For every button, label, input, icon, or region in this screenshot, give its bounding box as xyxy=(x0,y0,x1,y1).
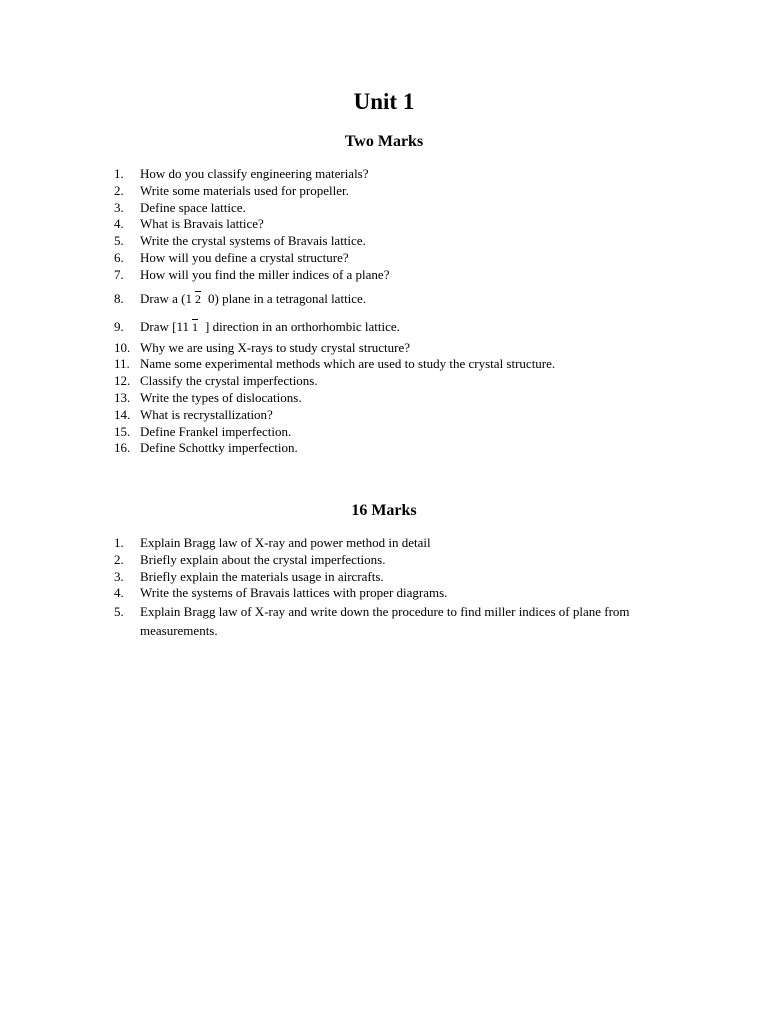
list-item xyxy=(114,440,555,457)
item-number: 15. xyxy=(114,423,131,439)
question-text: Write some materials used for propeller. xyxy=(140,182,349,198)
item-number: 3. xyxy=(114,568,124,584)
list-item xyxy=(114,585,660,602)
list-item xyxy=(114,340,555,357)
two-marks-question-list xyxy=(114,166,555,457)
item-number: 12. xyxy=(114,373,131,389)
question-text-before: Draw a (1 xyxy=(140,290,192,306)
item-number: 2. xyxy=(114,182,124,198)
list-item xyxy=(114,200,555,217)
question-text-after: 0) plane in a tetragonal lattice. xyxy=(207,290,367,306)
question-text: Briefly explain the materials usage in aircrafts. xyxy=(140,568,384,584)
list-item xyxy=(114,552,660,569)
item-number: 7. xyxy=(114,266,124,282)
question-text: Define Schottky imperfection. xyxy=(140,440,298,456)
item-number: 9. xyxy=(114,318,124,334)
item-number: 10. xyxy=(114,339,131,355)
question-text: Define space lattice. xyxy=(140,199,246,215)
list-item xyxy=(114,407,555,424)
list-item xyxy=(114,373,555,390)
item-number: 13. xyxy=(114,389,131,405)
sixteen-marks-heading: 16 Marks xyxy=(351,502,417,519)
question-text: Explain Bragg law of X-ray and power method in detail xyxy=(140,535,431,550)
question-text: Define Frankel imperfection. xyxy=(140,423,292,439)
question-text xyxy=(140,318,400,336)
list-item xyxy=(114,535,660,552)
overbar-index-glyph: 2 xyxy=(194,291,201,306)
list-item xyxy=(114,216,555,233)
question-text: Briefly explain about the crystal imperfections. xyxy=(140,551,386,567)
item-number: 4. xyxy=(114,585,124,601)
item-number: 5. xyxy=(114,604,124,620)
list-item xyxy=(114,250,555,267)
question-text: How do you classify engineering materials? xyxy=(140,166,369,181)
overbar-index-glyph: 1 xyxy=(191,319,198,334)
list-item xyxy=(114,183,555,200)
item-number: 8. xyxy=(114,290,124,306)
list-item xyxy=(114,166,555,183)
question-text-after: ] direction in an orthorhombic lattice. xyxy=(204,318,400,334)
question-text: Why we are using X-rays to study crystal structure? xyxy=(140,339,411,355)
question-text-before: Draw [11 xyxy=(140,318,189,334)
list-item xyxy=(114,424,555,441)
question-text: How will you define a crystal structure? xyxy=(140,249,349,265)
sixteen-marks-question-list xyxy=(114,535,660,640)
list-item xyxy=(114,233,555,250)
question-text: Classify the crystal imperfections. xyxy=(140,373,318,389)
item-number: 3. xyxy=(114,199,124,215)
item-number: 11. xyxy=(114,356,130,372)
item-number: 14. xyxy=(114,406,131,422)
list-item xyxy=(114,284,555,312)
page-title: Unit 1 xyxy=(353,89,415,114)
question-text: Name some experimental methods which are used to study the crystal structure. xyxy=(140,356,556,372)
item-number: 1. xyxy=(114,535,124,550)
list-item xyxy=(114,267,555,284)
list-item xyxy=(114,356,555,373)
item-number: 2. xyxy=(114,551,124,567)
question-text: Explain Bragg law of X-ray and write down the procedure to find miller indices of plane from measurements. xyxy=(140,604,630,639)
question-text: Write the systems of Bravais lattices with proper diagrams. xyxy=(140,585,448,601)
item-number: 1. xyxy=(114,166,124,181)
item-number: 16. xyxy=(114,440,131,456)
question-text: Write the types of dislocations. xyxy=(140,389,302,405)
list-item xyxy=(114,569,660,586)
two-marks-heading: Two Marks xyxy=(344,133,424,150)
question-text: How will you find the miller indices of a plane? xyxy=(140,266,390,282)
item-number: 5. xyxy=(114,233,124,249)
question-text: What is Bravais lattice? xyxy=(140,216,264,232)
list-item xyxy=(114,312,555,340)
question-text xyxy=(140,290,366,308)
item-number: 4. xyxy=(114,216,124,232)
list-item xyxy=(114,602,660,640)
item-number: 6. xyxy=(114,249,124,265)
question-text: Write the crystal systems of Bravais lattice. xyxy=(140,233,366,249)
question-text: What is recrystallization? xyxy=(140,406,273,422)
list-item xyxy=(114,390,555,407)
